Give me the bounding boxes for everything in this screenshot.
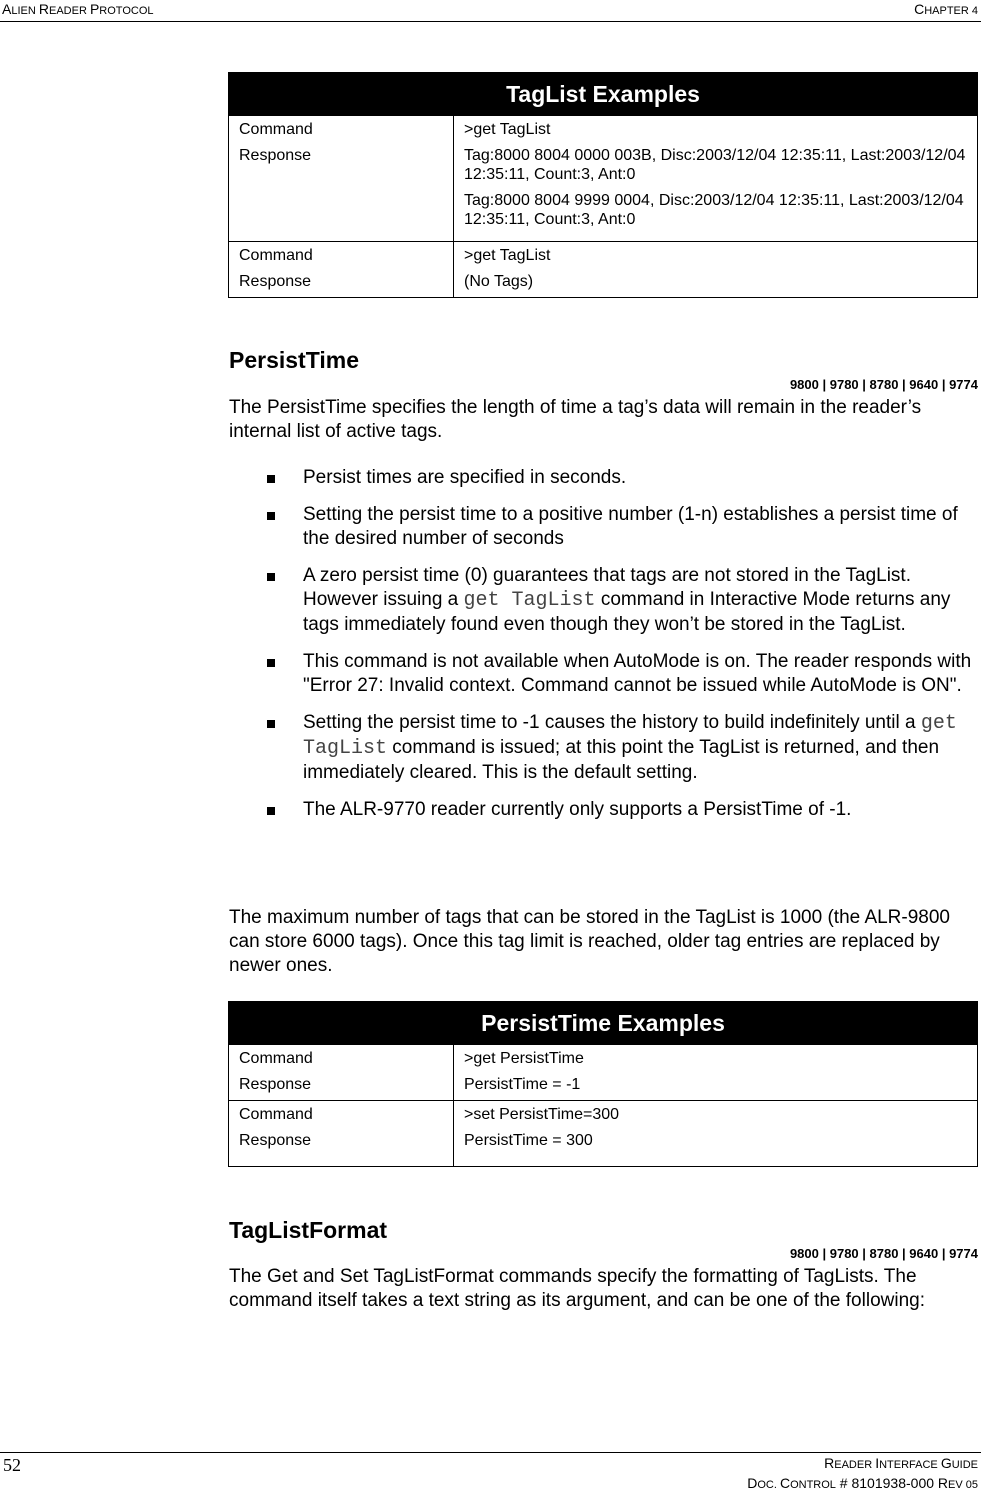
label-response: Response	[239, 1132, 312, 1149]
inline-code: get TagList	[463, 589, 596, 612]
inline-code: get TagList	[303, 712, 957, 760]
table-row	[229, 242, 978, 298]
label-response: Response	[239, 273, 312, 290]
value-cell	[454, 1045, 978, 1101]
header-document-title: ALIEN READER PROTOCOL	[2, 1, 154, 17]
label-response: Response	[239, 147, 312, 164]
label-cell	[229, 242, 454, 298]
label-cell	[229, 1101, 454, 1167]
running-header	[0, 0, 981, 22]
list-item: A zero persist time (0) guarantees that tags are not stored in the TagList. However issuing a get TagList command in Interactive Mode returns any tags immediately found even though they won’t be stored in the TagList.	[229, 564, 981, 637]
bullet-square-icon	[267, 475, 275, 483]
footer-doc-control: DOC. CONTROL # 8101938-000 REV 05	[747, 1475, 978, 1491]
bullet-square-icon	[267, 720, 275, 728]
list-item: The ALR-9770 reader currently only supports a PersistTime of -1.	[229, 798, 981, 822]
persisttime-models: 9800 | 9780 | 8780 | 9640 | 9774	[789, 377, 978, 392]
bullet-square-icon	[267, 512, 275, 520]
list-item: Setting the persist time to -1 causes the history to build indefinitely until a get TagList command is issued; at this point the TagList is returned, and then immediately cleared. This is the default setting.	[229, 711, 981, 785]
value-cell	[454, 116, 978, 242]
taglistformat-intro: The Get and Set TagListFormat commands specify the formatting of TagLists. The command itself takes a text string as its argument, and can be one of the following:	[229, 1266, 925, 1311]
footer-guide-title: READER INTERFACE GUIDE	[824, 1455, 978, 1471]
list-item: This command is not available when AutoMode is on. The reader responds with "Error 27: Invalid context. Command cannot be issued while AutoMode is ON".	[229, 650, 981, 698]
value-cell	[454, 1101, 978, 1167]
command-value: >get TagList	[464, 247, 551, 264]
persisttime-bullet-list	[229, 466, 981, 835]
response-value: PersistTime = -1	[464, 1076, 581, 1093]
bullet-square-icon	[267, 807, 275, 815]
label-response: Response	[239, 1076, 312, 1093]
label-cell	[229, 116, 454, 242]
persisttime-examples-title: PersistTime Examples	[229, 1002, 978, 1045]
max-tags-paragraph: The maximum number of tags that can be stored in the TagList is 1000 (the ALR-9800 can store 6000 tags). Once this tag limit is reached, older tag entries are replaced by newer ones.	[229, 907, 950, 976]
table-row	[229, 1045, 978, 1101]
command-value: >get PersistTime	[464, 1050, 584, 1067]
value-cell	[454, 242, 978, 298]
persisttime-heading: PersistTime	[229, 347, 359, 373]
taglist-examples-table	[228, 72, 978, 298]
response-value: Tag:8000 8004 0000 003B, Disc:2003/12/04 12:35:11, Last:2003/12/04 12:35:11, Count:3, Ant:0	[464, 147, 966, 183]
label-command: Command	[239, 1106, 313, 1123]
persisttime-examples-table	[228, 1001, 978, 1167]
list-item: Setting the persist time to a positive number (1-n) establishes a persist time of the desired number of seconds	[229, 503, 981, 551]
taglist-examples-title: TagList Examples	[229, 73, 978, 116]
command-value: >set PersistTime=300	[464, 1106, 620, 1123]
page-number: 52	[3, 1455, 21, 1475]
bullet-square-icon	[267, 573, 275, 581]
taglistformat-heading: TagListFormat	[229, 1217, 388, 1243]
table-row	[229, 116, 978, 242]
list-item: Persist times are specified in seconds.	[229, 466, 981, 490]
response-value: (No Tags)	[464, 273, 534, 290]
table-row	[229, 1101, 978, 1167]
taglistformat-models: 9800 | 9780 | 8780 | 9640 | 9774	[789, 1246, 978, 1261]
command-value: >get TagList	[464, 121, 551, 138]
label-command: Command	[239, 247, 313, 264]
bullet-square-icon	[267, 659, 275, 667]
response-value: PersistTime = 300	[464, 1132, 593, 1149]
persisttime-intro: The PersistTime specifies the length of time a tag’s data will remain in the reader’s internal list of active tags.	[229, 397, 922, 442]
label-command: Command	[239, 1050, 313, 1067]
header-chapter: CHAPTER 4	[914, 1, 978, 17]
response-value: Tag:8000 8004 9999 0004, Disc:2003/12/04 12:35:11, Last:2003/12/04 12:35:11, Count:3, Ant:0	[464, 192, 964, 228]
label-cell	[229, 1045, 454, 1101]
label-command: Command	[239, 121, 313, 138]
running-footer	[0, 1452, 981, 1492]
